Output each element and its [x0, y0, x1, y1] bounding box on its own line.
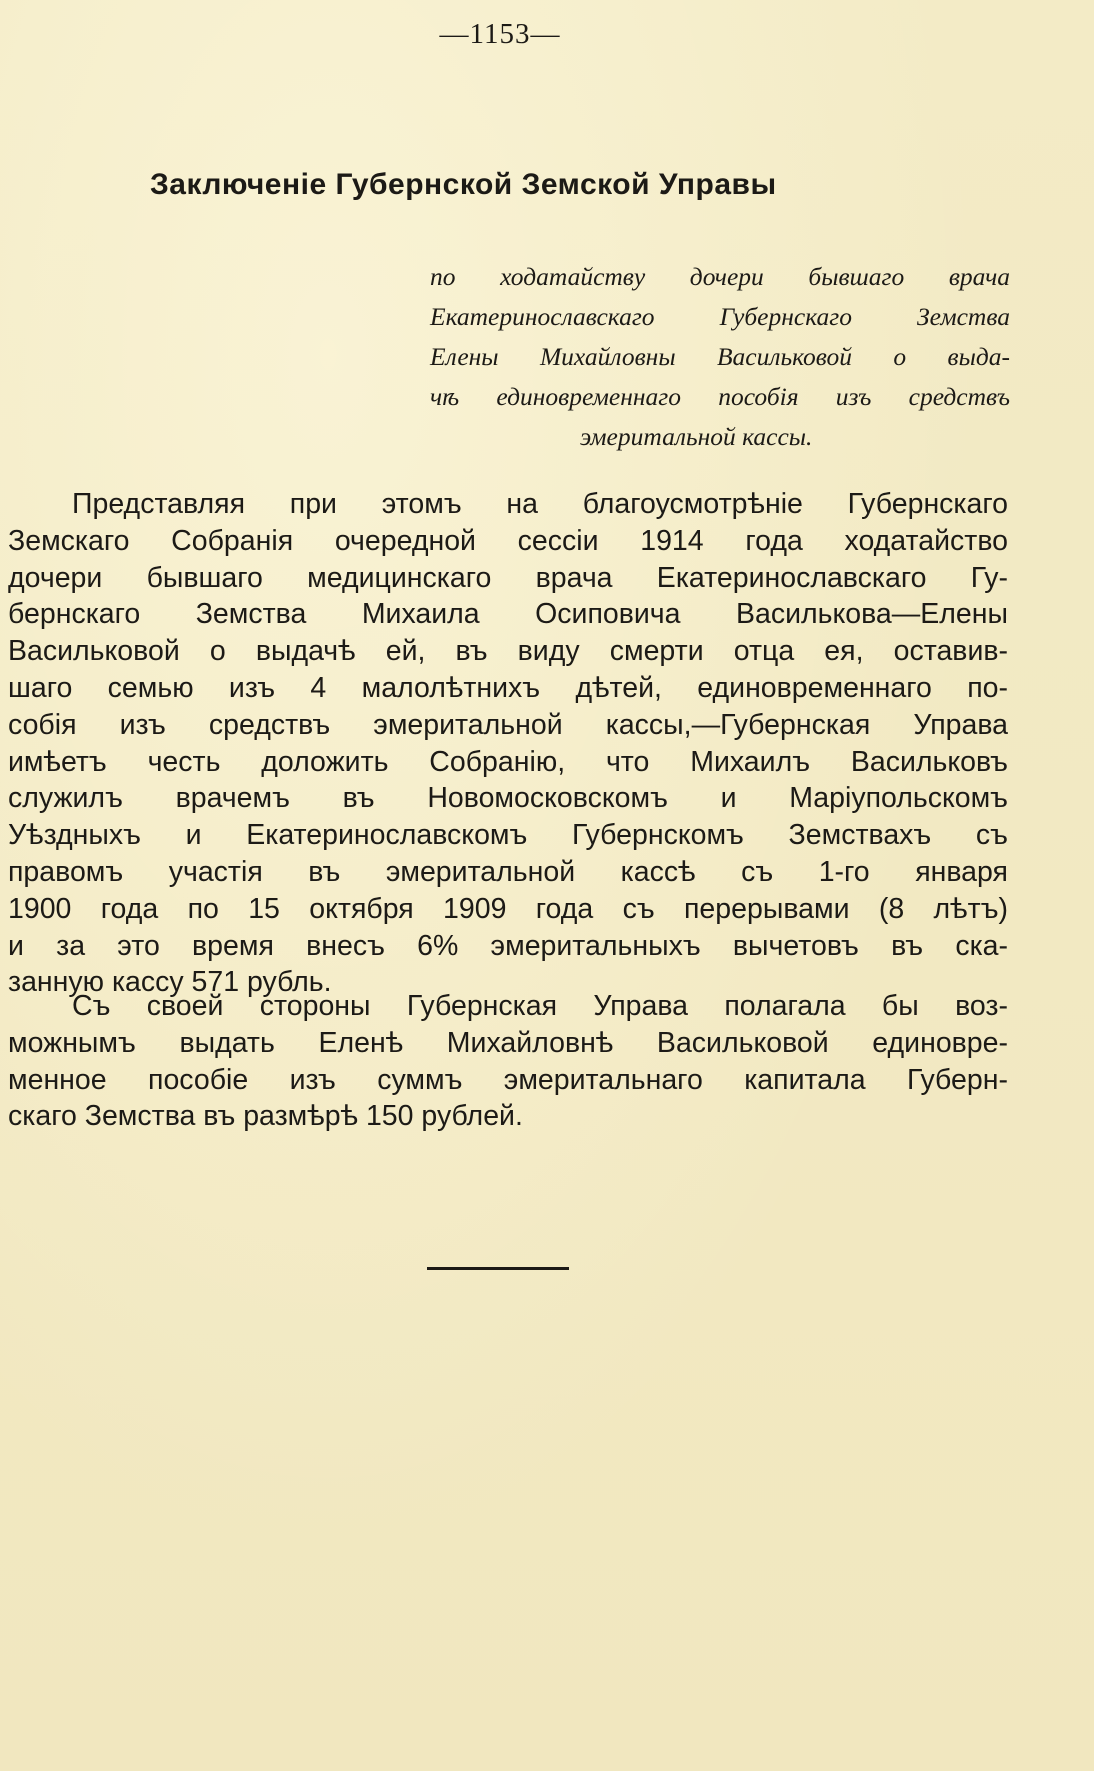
paragraph-line: занную кассу 571 рубль.: [8, 966, 332, 999]
paragraph-line: служилъ врачемъ въ Новомосковскомъ и Маріупольскомъ: [8, 782, 1008, 815]
paragraph-line: менное пособіе изъ суммъ эмеритальнаго капитала Губерн-: [8, 1063, 1008, 1096]
subtitle-line: Елены Михайловны Васильковой о выда-: [430, 342, 1010, 371]
section-divider: [427, 1267, 569, 1270]
paragraph-1: [8, 486, 1008, 1001]
subtitle-line: Екатеринославскаго Губернскаго Земства: [430, 302, 1010, 331]
paragraph-line: Съ своей стороны Губернская Управа полагала бы воз-: [72, 990, 1008, 1022]
document-subtitle: [430, 257, 1010, 457]
paragraph-line: собія изъ средствъ эмеритальной кассы,—Губернская Управа: [8, 708, 1008, 741]
paragraph-line: шаго семью изъ 4 малолѣтнихъ дѣтей, единовременнаго по-: [8, 671, 1008, 704]
paragraph-line: Представляя при этомъ на благоусмотрѣніе Губернскаго: [72, 488, 1008, 520]
paragraph-line: и за это время внесъ 6% эмеритальныхъ вычетовъ въ ска-: [8, 929, 1008, 962]
paragraph-line: Земскаго Собранія очередной сессіи 1914 года ходатайство: [8, 524, 1008, 557]
paragraph-line: дочери бывшаго медицинскаго врача Екатеринославскаго Гу-: [8, 561, 1008, 594]
page-number: —1153—: [439, 18, 561, 50]
paragraph-line: Уѣздныхъ и Екатеринославскомъ Губернскомъ Земствахъ съ: [8, 819, 1008, 852]
paragraph-line: правомъ участія въ эмеритальной кассѣ съ 1-го января: [8, 855, 1008, 888]
paragraph-line: можнымъ выдать Еленѣ Михайловнѣ Васильковой единовре-: [8, 1026, 1008, 1059]
subtitle-line: по ходатайству дочери бывшаго врача: [430, 262, 1010, 291]
paragraph-line: Васильковой о выдачѣ ей, въ виду смерти отца ея, оставив-: [8, 635, 1008, 668]
paragraph-line: 1900 года по 15 октября 1909 года съ перерывами (8 лѣтъ): [8, 892, 1008, 925]
document-title: Заключеніе Губернской Земской Управы: [150, 168, 777, 201]
paragraph-line: бернскаго Земства Михаила Осиповича Василькова—Елены: [8, 598, 1008, 631]
paragraph-line: скаго Земства въ размѣрѣ 150 рублей.: [8, 1100, 523, 1133]
paragraph-line: имѣетъ честь доложить Собранію, что Михаилъ Васильковъ: [8, 745, 1008, 778]
subtitle-line: чѣ единовременнаго пособія изъ средствъ: [430, 382, 1010, 411]
subtitle-line: эмеритальной кассы.: [580, 422, 813, 451]
paragraph-2: [8, 988, 1008, 1135]
